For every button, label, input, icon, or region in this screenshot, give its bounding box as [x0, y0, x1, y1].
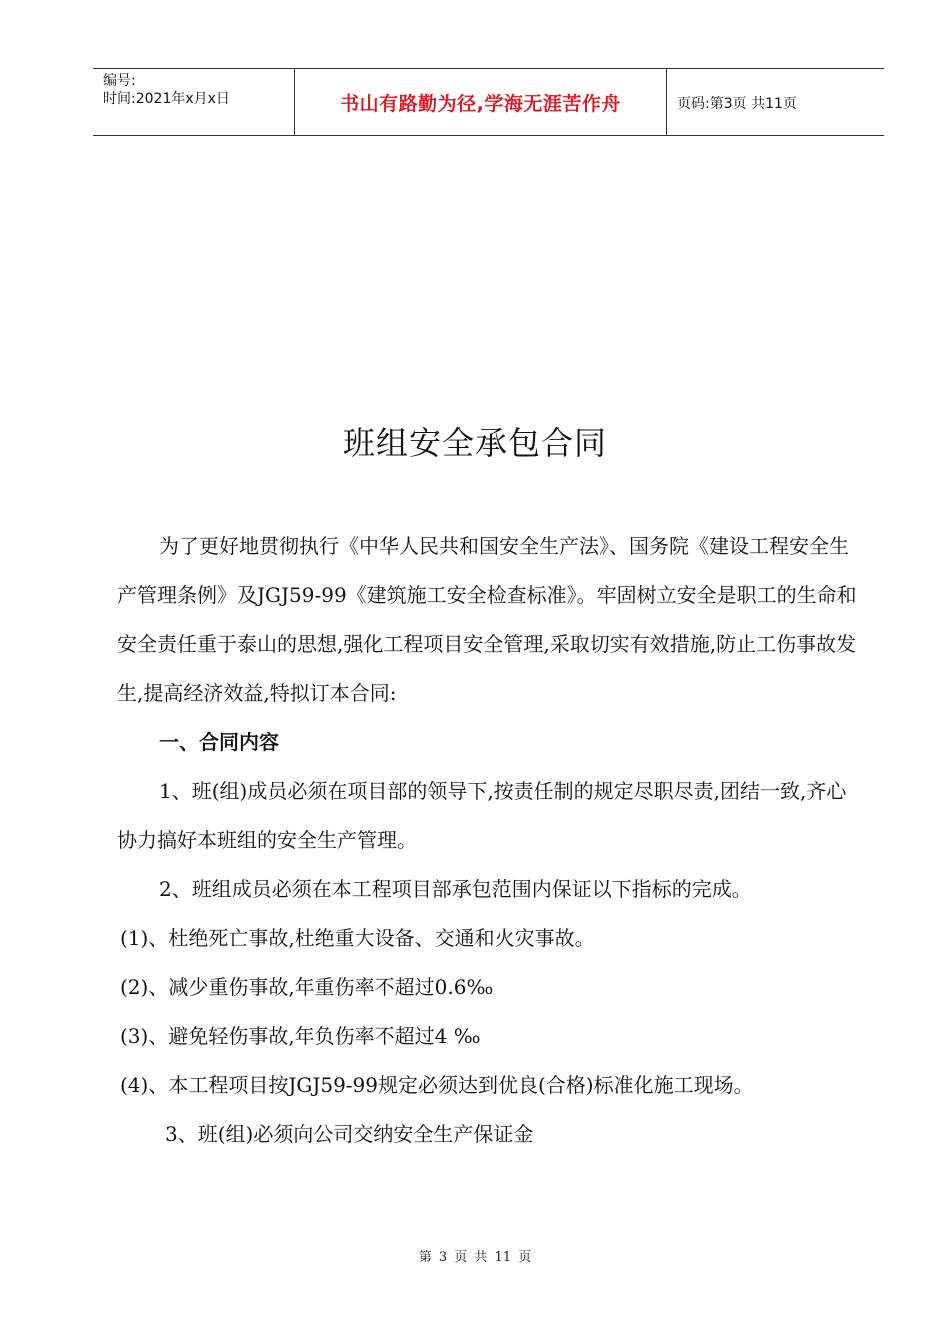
document-header	[93, 68, 884, 136]
clause-paragraph: 2、班组成员必须在本工程项目部承包范围内保证以下指标的完成。	[159, 877, 752, 901]
document-title: 班组安全承包合同	[342, 424, 607, 462]
list-item: (3)、避免轻伤事故,年负伤率不超过4 ‰	[120, 1024, 481, 1048]
document-number-label: 编号:	[103, 73, 136, 89]
intro-paragraph: 为了更好地贯彻执行《中华人民共和国安全生产法》、国务院《建设工程安全生产管理条例》及JGJ59-99《建筑施工安全检查标准》。牢固树立安全是职工的生命和安全责任重于泰山的思想,强化工程项目安全管理,采取切实有效措施,防止工伤事故发生,提高经济效益,特拟订本合同:	[117, 534, 857, 705]
section-heading: 一、合同内容	[159, 730, 279, 754]
header-page-info: 页码:第3页 共11页	[677, 95, 797, 112]
page-footer: 第 3 页 共 11 页	[418, 1250, 532, 1265]
header-motto: 书山有路勤为径,学海无涯苦作舟	[340, 93, 621, 115]
list-item: (4)、本工程项目按JGJ59-99规定必须达到优良(合格)标准化施工现场。	[120, 1073, 754, 1097]
clause-paragraph: 3、班(组)必须向公司交纳安全生产保证金	[165, 1122, 534, 1146]
list-item: (1)、杜绝死亡事故,杜绝重大设备、交通和火灾事故。	[120, 926, 595, 950]
list-item: (2)、减少重伤事故,年重伤率不超过0.6‰	[120, 975, 494, 999]
header-meta	[103, 72, 293, 108]
document-time-label: 时间:2021年x月x日	[103, 91, 230, 107]
header-divider	[666, 69, 667, 136]
clause-paragraph: 1、班(组)成员必须在项目部的领导下,按责任制的规定尽职尽责,团结一致,齐心协力搞好本班组的安全生产管理。	[117, 779, 847, 852]
document-body	[117, 522, 865, 1159]
